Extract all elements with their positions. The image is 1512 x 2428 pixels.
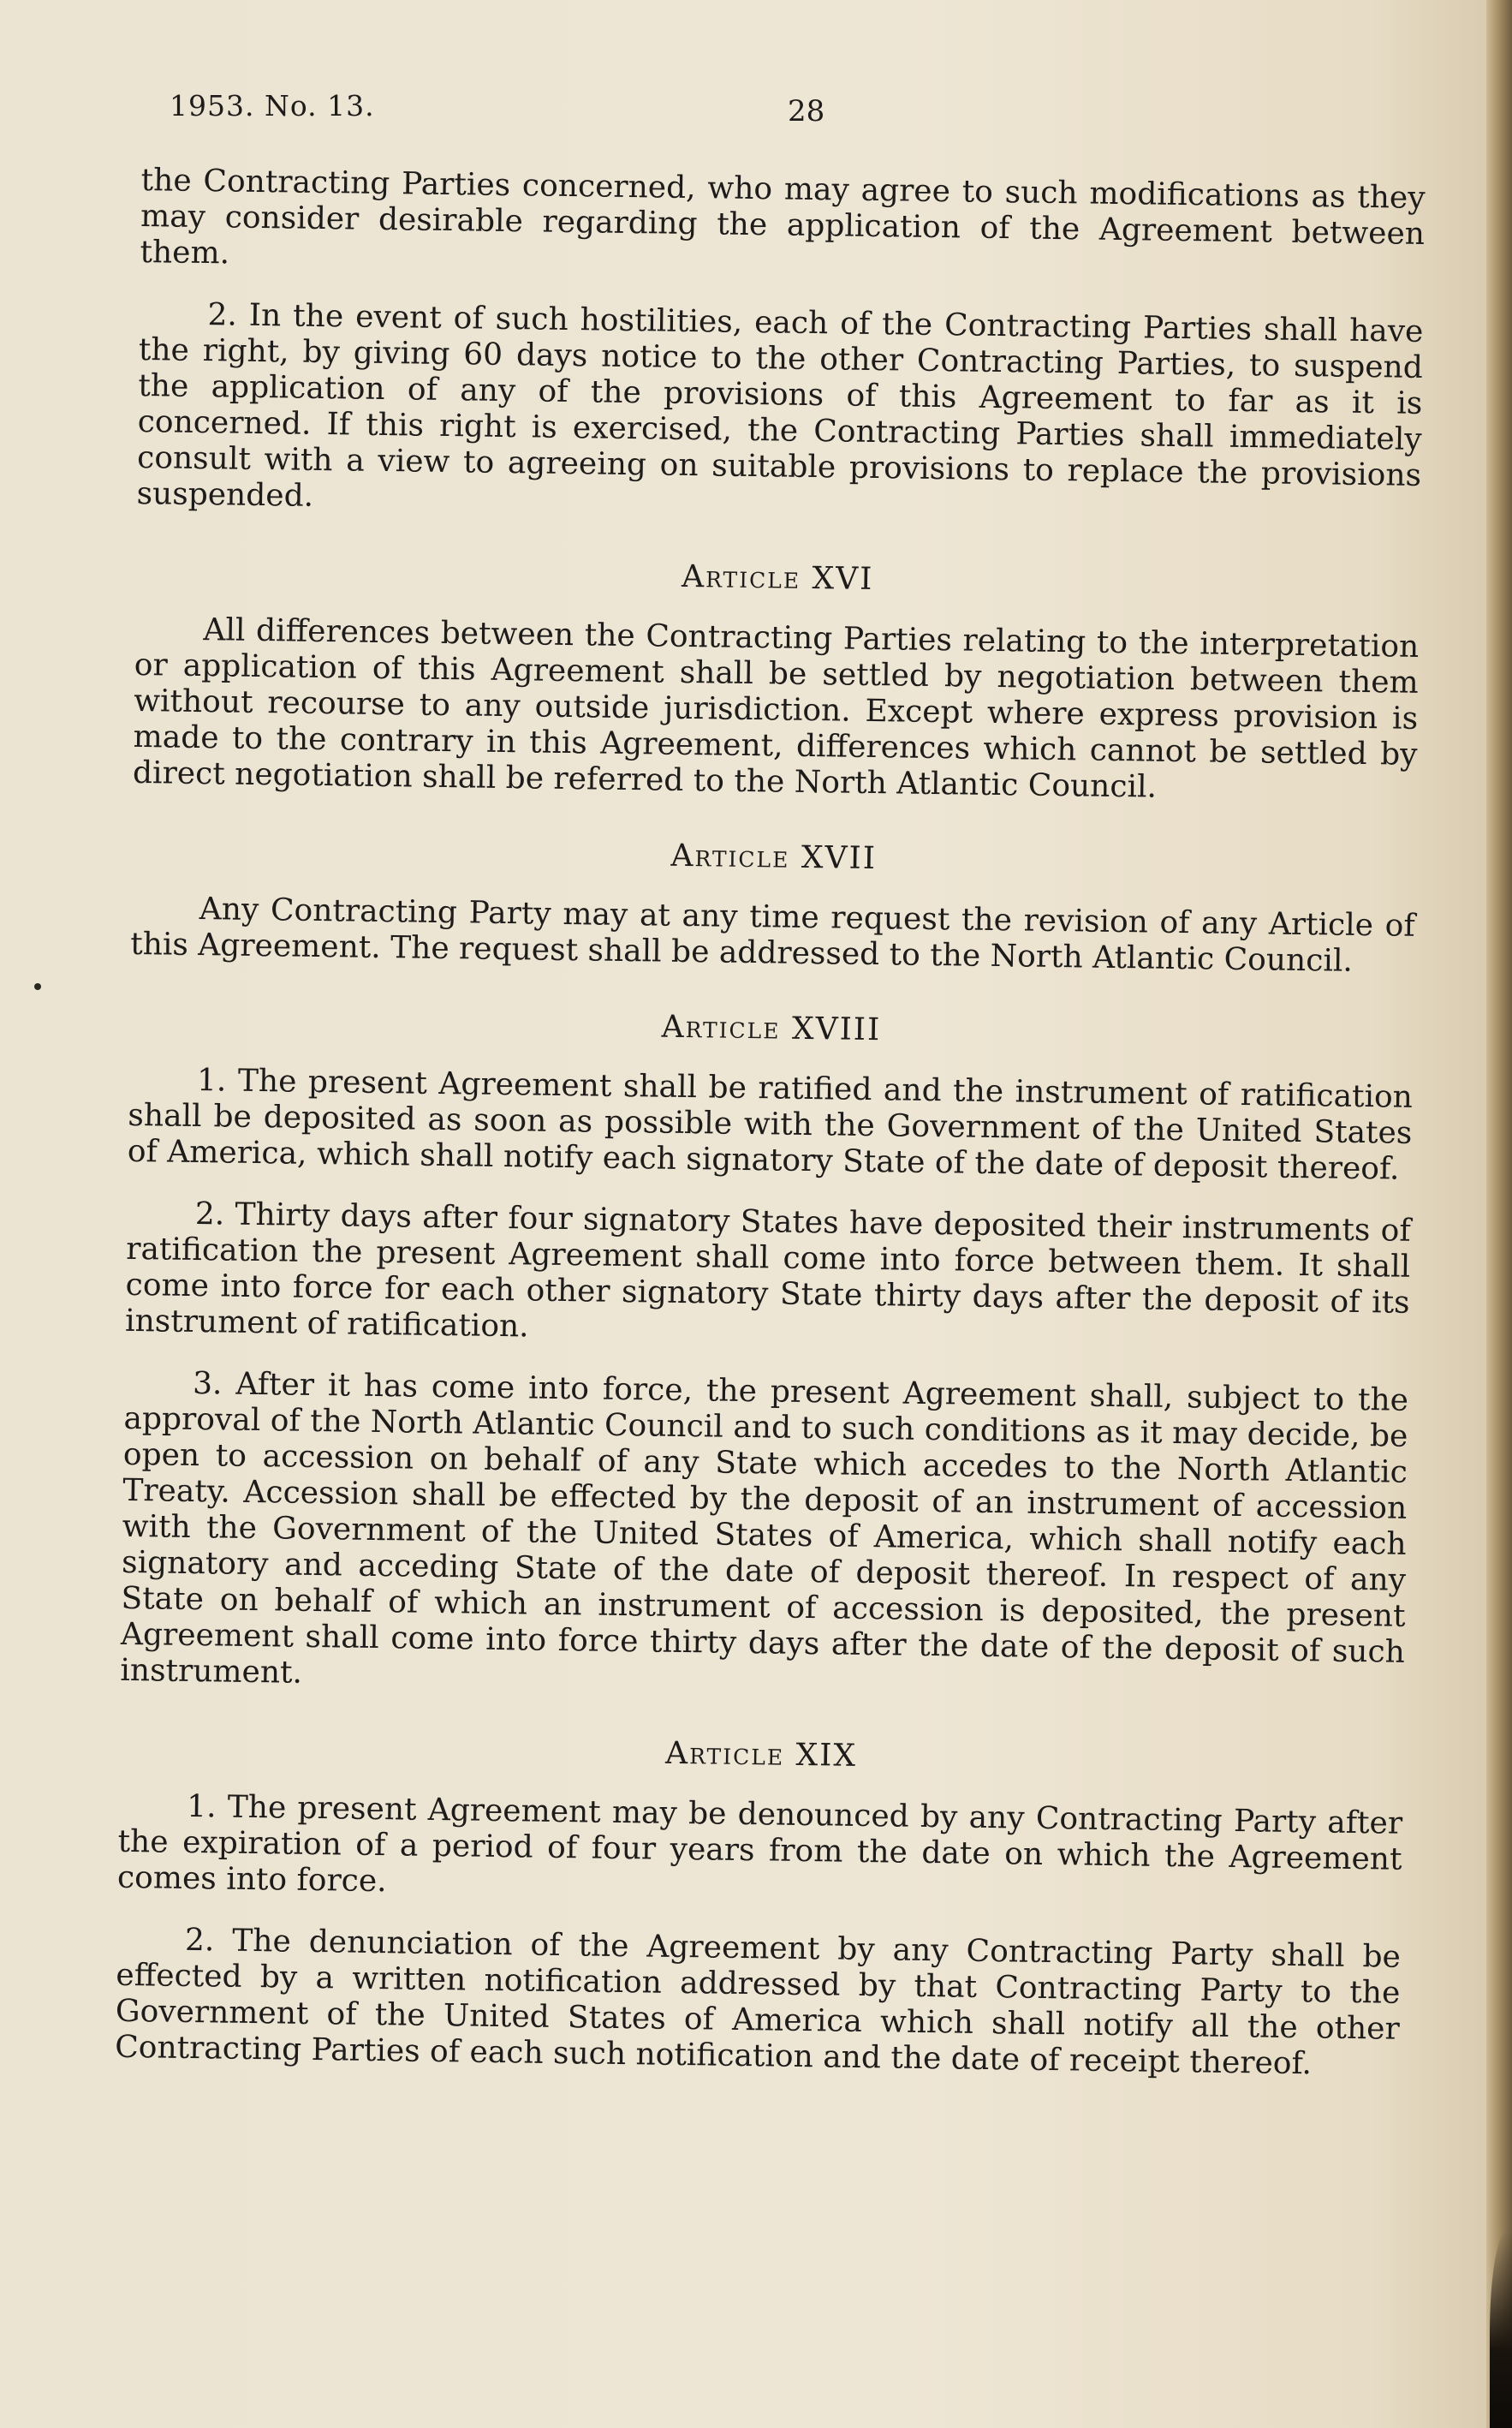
article-xvii-paragraph: Any Contracting Party may at any time request the revision of any Article of this Agreement. The request shall be addressed to the North Atlantic Council. xyxy=(129,892,1415,979)
running-head: 1953. No. 13. xyxy=(170,89,375,122)
article-xix-paragraph-2: 2. The denunciation of the Agreement by any Contracting Party shall be effected by a written notification addressed by that Contracting Party to the Government of the United States of America which shall notify all the other Contracting Parties of each such notification and the date of receipt thereof. xyxy=(114,1922,1402,2082)
book-binding-edge xyxy=(1486,0,1512,2428)
stray-ink-dot xyxy=(34,983,41,990)
article-xviii-paragraph-1: 1. The present Agreement shall be ratified and the instrument of ratification shall be deposited as soon as possible with the Government of the United States of America, which shall notify each signatory State of the date of deposit thereof. xyxy=(127,1063,1414,1187)
paragraph-hostilities-2: 2. In the event of such hostilities, each of the Contracting Parties shall have the right, by giving 60 days notice to the other Contracting Parties, to suspend the application of any of the provisions of this Agreement to far as it is concerned. If this right is exercised, the Contracting Parties shall immediately consult with a view to agreeing on suitable provisions to replace the provisions suspended. xyxy=(136,297,1424,514)
document-body xyxy=(115,163,1426,2109)
article-xix-paragraph-1: 1. The present Agreement may be denounced by any Contracting Party after the expiration of a period of four years from the date on which the Agreement comes into force. xyxy=(116,1788,1403,1900)
paragraph-continuation: the Contracting Parties concerned, who may agree to such modifications as they may consider desirable regarding the application of the Agreement between them. xyxy=(140,163,1426,271)
article-xvi-paragraph: All differences between the Contracting Parties relating to the interpretation or application of this Agreement shall be settled by negotiation between them without recourse to any outside jurisdiction. Except where express provision is made to the contrary in this Agreement, differences which cannot be settled by direct negotiation shall be referred to the North Atlantic Council. xyxy=(132,612,1420,805)
page-number: 28 xyxy=(788,94,825,128)
article-xvi-heading: Article XVI xyxy=(681,558,874,597)
article-xviii-paragraph-3: 3. After it has come into force, the present Agreement shall, subject to the approval of the North Atlantic Council and to such conditions as it may decide, be open to accession on behalf of any State which accedes to the North Atlantic Treaty. Accession shall be effected by the deposit of an instrument of accession with the Government of the United States of America, which shall notify each signatory and acceding State of the date of deposit thereof. In respect of any State on behalf of which an instrument of accession is deposited, the present Agreement shall come into force thirty days after the date of the deposit of such instrument. xyxy=(120,1365,1409,1691)
article-xviii-paragraph-2: 2. Thirty days after four signatory States have deposited their instruments of ratification the present Agreement shall come into force between them. It shall come into force for each other signatory State thirty days after the deposit of its instrument of ratification. xyxy=(124,1196,1412,1345)
article-xviii-heading: Article XVIII xyxy=(661,1009,882,1048)
article-xix-heading: Article XIX xyxy=(664,1735,858,1774)
article-xvii-heading: Article XVII xyxy=(670,838,878,877)
